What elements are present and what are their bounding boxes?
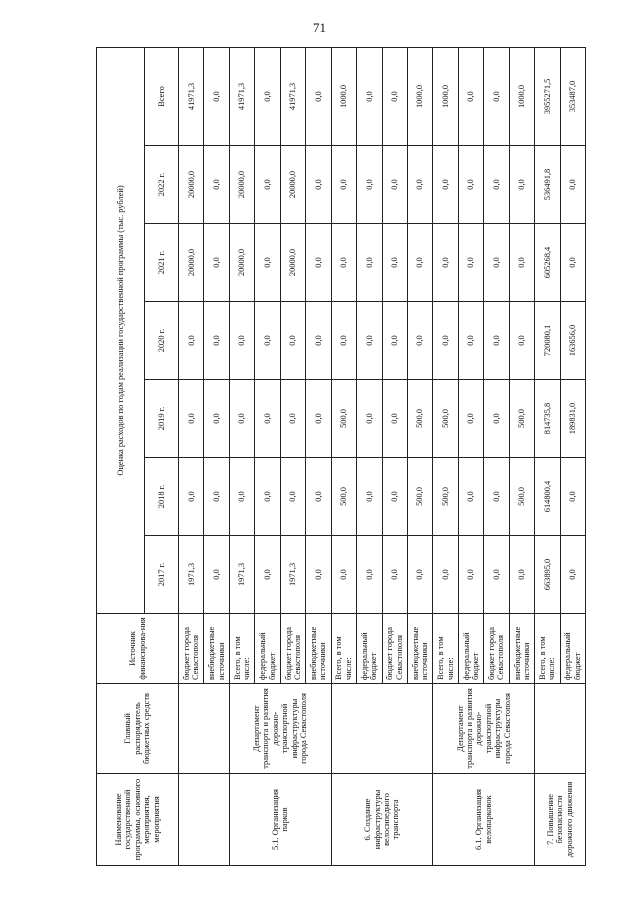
value-cell: 0,0 [255,224,280,302]
value-cell: 0,0 [382,146,407,224]
funding-source-cell: внебюджетные источники [509,614,534,684]
value-cell: 0,0 [560,224,585,302]
value-cell: 0,0 [280,458,305,536]
value-cell: 500,0 [407,380,432,458]
funding-source-cell: бюджет города Севастополя [484,614,509,684]
value-cell: 0,0 [484,302,509,380]
header-responsible: Главный распорядитель бюджетных средств [97,684,179,774]
table-row [229,47,254,865]
value-cell: 0,0 [255,536,280,614]
value-cell: 0,0 [458,458,483,536]
value-cell: 0,0 [306,224,331,302]
value-cell: 0,0 [433,146,458,224]
value-cell: 0,0 [306,302,331,380]
responsible-cell [179,684,230,774]
value-cell: 0,0 [204,536,229,614]
funding-source-cell: Всего, в том числе: [535,614,560,684]
value-cell: 0,0 [509,146,534,224]
value-cell: 0,0 [255,380,280,458]
header-year: 2017 г. [145,536,179,614]
value-cell: 0,0 [484,536,509,614]
value-cell: 0,0 [179,458,204,536]
value-cell: 0,0 [331,536,356,614]
value-cell: 0,0 [357,458,382,536]
funding-source-cell: Всего, в том числе: [433,614,458,684]
value-cell: 0,0 [458,302,483,380]
value-cell: 0,0 [331,224,356,302]
header-year: Всего [145,47,179,145]
value-cell: 0,0 [204,47,229,145]
value-cell: 0,0 [484,146,509,224]
header-name: Наименование государственной программы, основного мероприятия, мероприятия [97,774,179,866]
value-cell: 0,0 [407,302,432,380]
value-cell: 163656,0 [560,302,585,380]
value-cell: 0,0 [458,146,483,224]
table-row [535,47,560,865]
value-cell: 0,0 [560,536,585,614]
value-cell: 536491,8 [535,146,560,224]
value-cell: 0,0 [458,380,483,458]
funding-source-cell: внебюджетные источники [204,614,229,684]
table-row [331,47,356,865]
value-cell: 0,0 [509,302,534,380]
value-cell: 0,0 [229,458,254,536]
value-cell: 500,0 [331,380,356,458]
value-cell: 0,0 [357,224,382,302]
value-cell: 0,0 [179,380,204,458]
responsible-cell: Департамент транспорта и развития дорожно-транспортной инфраструктуры города Севастополя [433,684,535,774]
value-cell: 1971,3 [229,536,254,614]
value-cell: 353487,0 [560,47,585,145]
funding-source-cell: федеральный бюджет [357,614,382,684]
value-cell: 41971,3 [229,47,254,145]
value-cell: 0,0 [382,47,407,145]
value-cell: 0,0 [331,302,356,380]
activity-name-cell: 6.1. Организация велопарковок [433,774,535,866]
header-year: 2018 г. [145,458,179,536]
funding-source-cell: бюджет города Севастополя [179,614,204,684]
value-cell: 500,0 [509,380,534,458]
value-cell: 20000,0 [280,224,305,302]
value-cell: 0,0 [509,536,534,614]
rotated-table-area [96,48,586,866]
value-cell: 1000,0 [331,47,356,145]
value-cell: 0,0 [433,536,458,614]
value-cell: 663895,0 [535,536,560,614]
value-cell: 0,0 [357,302,382,380]
activity-name-cell: 7. Повышение безопасности дорожного движения [535,774,586,866]
funding-source-cell: федеральный бюджет [560,614,585,684]
value-cell: 0,0 [560,458,585,536]
value-cell: 1000,0 [407,47,432,145]
value-cell: 1000,0 [433,47,458,145]
value-cell: 0,0 [179,302,204,380]
responsible-cell [331,684,433,774]
activity-name-cell [179,774,230,866]
value-cell: 20000,0 [280,146,305,224]
value-cell: 0,0 [280,302,305,380]
value-cell: 0,0 [306,47,331,145]
value-cell: 0,0 [484,458,509,536]
header-source: Источник финансирова-ния [97,614,179,684]
funding-source-cell: внебюджетные источники [306,614,331,684]
table-row [433,47,458,865]
value-cell: 720080,1 [535,302,560,380]
funding-source-cell: внебюджетные источники [407,614,432,684]
value-cell: 0,0 [382,380,407,458]
value-cell: 0,0 [560,146,585,224]
value-cell: 0,0 [204,146,229,224]
rotated-table-wrapper [96,48,586,866]
responsible-cell [535,684,586,774]
value-cell: 1971,3 [280,536,305,614]
header-year: 2020 г. [145,302,179,380]
page-number: 71 [313,20,326,35]
value-cell: 0,0 [407,536,432,614]
value-cell: 0,0 [255,146,280,224]
value-cell: 0,0 [484,47,509,145]
value-cell: 20000,0 [179,224,204,302]
value-cell: 814735,8 [535,380,560,458]
value-cell: 1000,0 [509,47,534,145]
value-cell: 0,0 [357,380,382,458]
funding-source-cell: бюджет города Севастополя [382,614,407,684]
funding-source-cell: Всего, в том числе: [331,614,356,684]
value-cell: 500,0 [433,380,458,458]
value-cell: 3955271,5 [535,47,560,145]
value-cell: 500,0 [433,458,458,536]
value-cell: 189831,0 [560,380,585,458]
activity-name-cell: 5.1. Организация парков [229,774,331,866]
value-cell: 0,0 [433,302,458,380]
value-cell: 0,0 [255,302,280,380]
header-estimate: Оценка расходов по годам реализации государственной программы (тыс. рублей) [97,47,145,613]
value-cell: 0,0 [204,458,229,536]
header-year: 2021 г. [145,224,179,302]
value-cell: 0,0 [357,146,382,224]
header-year: 2022 г. [145,146,179,224]
funding-source-cell: бюджет города Севастополя [280,614,305,684]
funding-source-cell: Всего, в том числе: [229,614,254,684]
value-cell: 0,0 [255,47,280,145]
value-cell: 0,0 [509,224,534,302]
value-cell: 41971,3 [179,47,204,145]
value-cell: 0,0 [458,536,483,614]
funding-source-cell: федеральный бюджет [458,614,483,684]
value-cell: 0,0 [255,458,280,536]
funding-source-cell: федеральный бюджет [255,614,280,684]
value-cell: 0,0 [382,458,407,536]
value-cell: 41971,3 [280,47,305,145]
value-cell: 0,0 [280,380,305,458]
value-cell: 0,0 [229,302,254,380]
value-cell: 500,0 [331,458,356,536]
value-cell: 0,0 [229,380,254,458]
value-cell: 0,0 [204,224,229,302]
value-cell: 20000,0 [229,224,254,302]
value-cell: 0,0 [484,380,509,458]
value-cell: 0,0 [306,146,331,224]
value-cell: 0,0 [306,458,331,536]
value-cell: 0,0 [382,302,407,380]
value-cell: 0,0 [433,224,458,302]
value-cell: 0,0 [382,536,407,614]
value-cell: 1971,3 [179,536,204,614]
value-cell: 20000,0 [179,146,204,224]
header-year: 2019 г. [145,380,179,458]
value-cell: 0,0 [458,224,483,302]
value-cell: 0,0 [484,224,509,302]
value-cell: 500,0 [509,458,534,536]
value-cell: 0,0 [357,47,382,145]
table-row [179,47,204,865]
budget-table [96,47,586,866]
value-cell: 0,0 [306,380,331,458]
activity-name-cell: 6. Создание инфраструктуры велосипедного транспорта [331,774,433,866]
value-cell: 0,0 [382,224,407,302]
value-cell: 0,0 [407,224,432,302]
value-cell: 0,0 [357,536,382,614]
value-cell: 605268,4 [535,224,560,302]
value-cell: 0,0 [458,47,483,145]
value-cell: 500,0 [407,458,432,536]
value-cell: 0,0 [204,380,229,458]
value-cell: 0,0 [204,302,229,380]
value-cell: 0,0 [306,536,331,614]
value-cell: 0,0 [331,146,356,224]
responsible-cell: Департамент транспорта и развития дорожно-транспортной инфраструктуры города Севастополя [229,684,331,774]
value-cell: 20000,0 [229,146,254,224]
value-cell: 614800,4 [535,458,560,536]
value-cell: 0,0 [407,146,432,224]
